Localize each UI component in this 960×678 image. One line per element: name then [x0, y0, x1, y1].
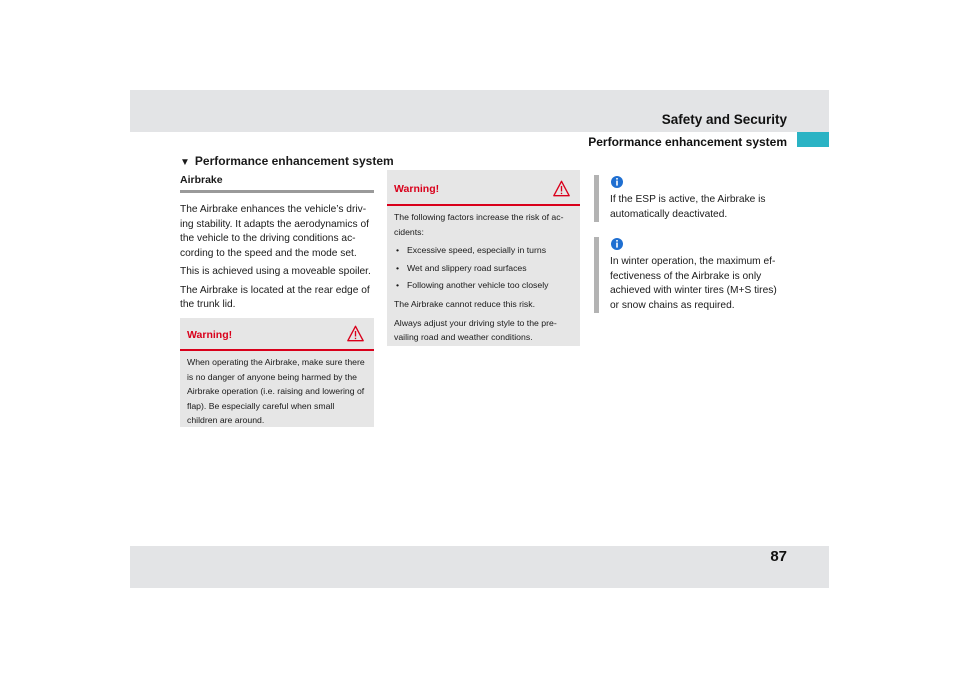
info-icon — [611, 238, 623, 250]
info-note-2 — [594, 237, 784, 313]
warning-header — [387, 170, 580, 206]
warning-label: Warning! — [187, 329, 233, 341]
list-item: • Following another vehicle too closely — [394, 278, 573, 293]
airbrake-paragraph-2: This is achieved using a moveable spoiler. — [180, 266, 371, 277]
airbrake-heading: Airbrake — [180, 174, 374, 193]
warning-box-1 — [180, 318, 374, 427]
section-subtitle: Performance enhancement system — [588, 135, 787, 149]
section-title: Safety and Security — [661, 112, 787, 127]
warning-line-2: Always adjust your driving style to the pre-vailing road and weather conditions. — [394, 317, 557, 343]
warning-triangle-icon — [553, 180, 570, 197]
info-bar — [594, 175, 599, 222]
airbrake-section — [180, 174, 374, 313]
info-note-1 — [594, 175, 784, 222]
info-text: If the ESP is active, the Airbrake is automatically deactivated. — [610, 194, 766, 220]
airbrake-paragraph-1: The Airbrake enhances the vehicle’s driv-ing stability. It adapts the aerodynamics of the vehicle to the driving conditions ac-cording to the speed and the mode set. — [180, 204, 369, 259]
warning-triangle-icon — [347, 325, 364, 342]
warning-label: Warning! — [394, 183, 440, 195]
warning-line-1: The Airbrake cannot reduce this risk. — [394, 298, 535, 309]
triangle-down-icon: ▼ — [180, 157, 190, 168]
page-number: 87 — [770, 548, 787, 565]
list-item: • Wet and slippery road surfaces — [394, 261, 573, 276]
warning-intro: The following factors increase the risk of ac-cidents: — [394, 212, 564, 237]
section-accent-tab — [797, 132, 829, 147]
warning-factor-list — [394, 243, 573, 293]
info-text: In winter operation, the maximum ef-fectiveness of the Airbrake is only achieved with winter tires (M+S tires) or snow chains as required. — [610, 256, 777, 311]
airbrake-paragraph-3: The Airbrake is located at the rear edge of the trunk lid. — [180, 284, 370, 310]
list-item: • Excessive speed, especially in turns — [394, 243, 573, 258]
warning-header — [180, 318, 374, 351]
topic-title-text: Performance enhancement system — [194, 154, 394, 168]
warning-text: When operating the Airbrake, make sure there is no danger of anyone being harmed by the Airbrake operation (i.e. raising and lowering of flap). Be especially careful when small children are around. — [187, 357, 365, 426]
footer-band — [130, 546, 829, 588]
info-icon — [611, 176, 623, 188]
topic-title — [180, 154, 394, 168]
warning-box-2 — [387, 170, 580, 346]
info-bar — [594, 237, 599, 313]
